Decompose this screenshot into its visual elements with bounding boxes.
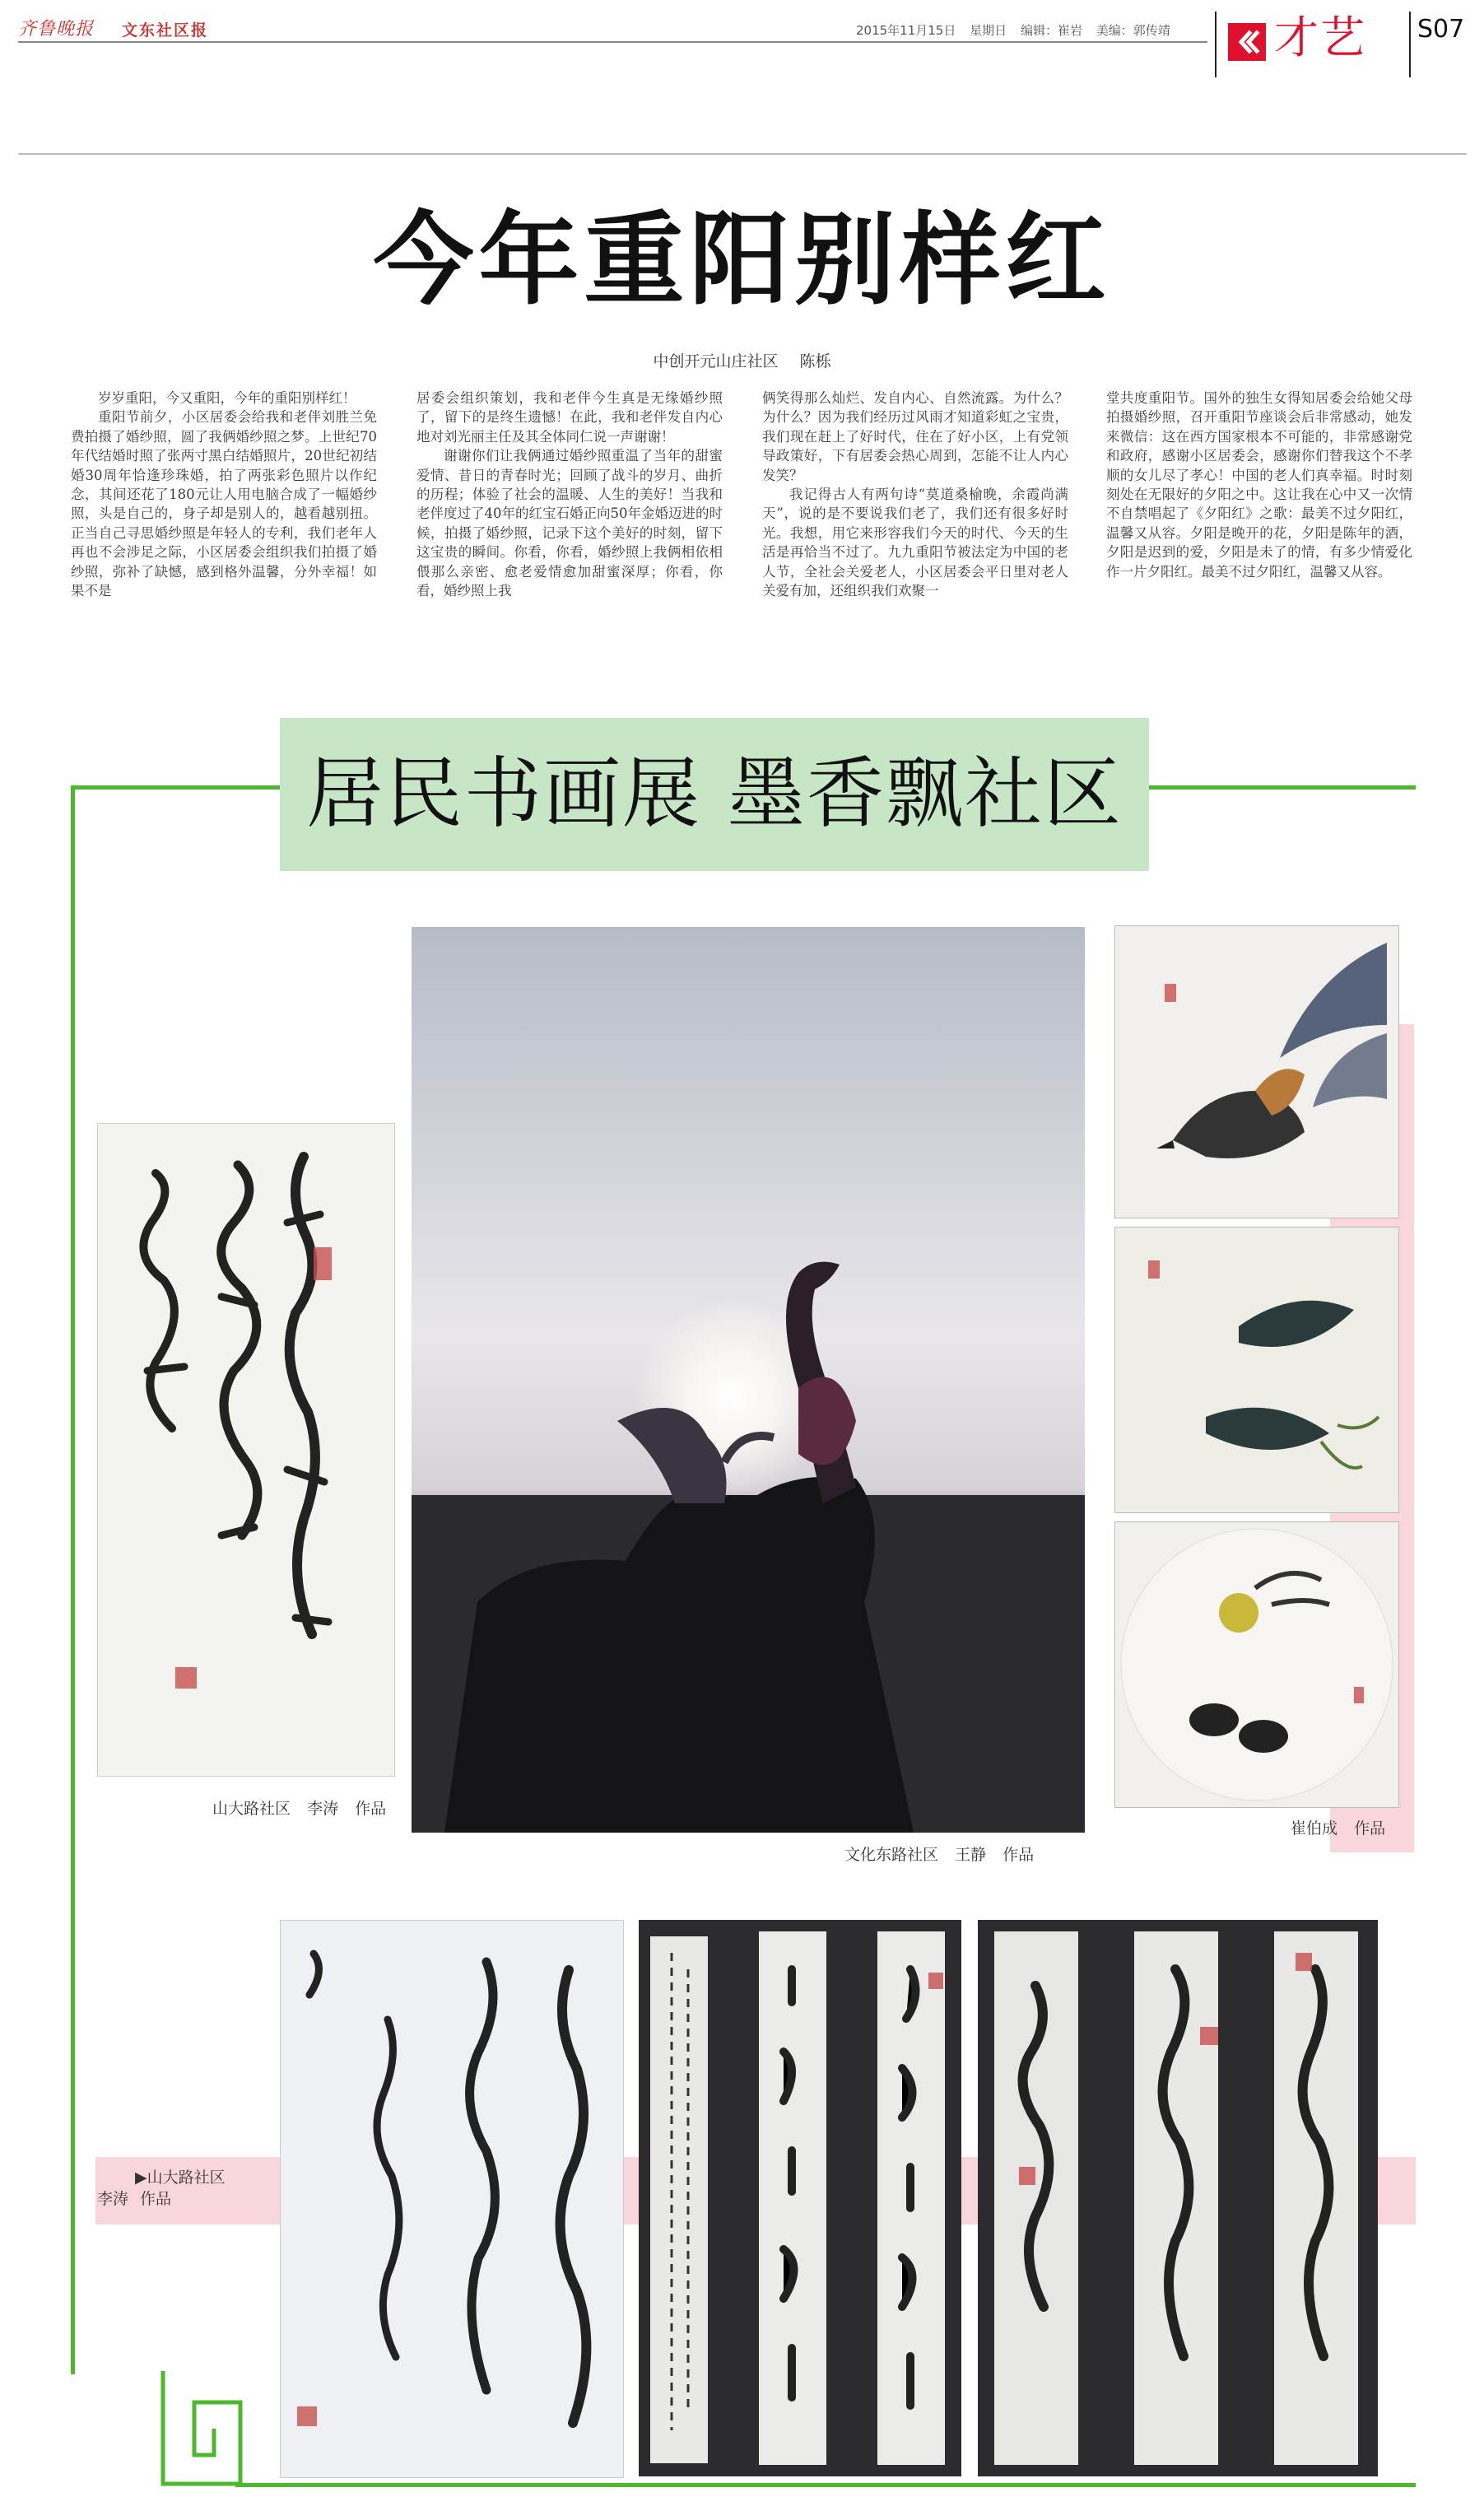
byline	[0, 349, 1484, 371]
artwork-caption	[212, 1796, 398, 1819]
paragraph: 重阳节前夕，小区居委会给我和老伴刘胜兰免费拍摄了婚纱照，圆了我俩婚纱照之梦。上世纪70年代结婚时照了张两寸黑白结婚照片，20世纪初结婚30周年恰逢珍珠婚，拍了两张彩色照片以作纪念，其间还花了180元让人用电脑合成了一幅婚纱照，头是自己的，身子却是别人的，越看越别扭。正当自己寻思婚纱照是年轻人的专利，我们老年人再也不会涉足之际，小区居委会组织我们拍摄了婚纱照，弥补了缺憾，感到格外温馨，分外幸福！如果不是	[71, 409, 377, 599]
designer-credit: 美编：郭传靖	[1096, 23, 1170, 38]
section-name: 才艺	[1274, 12, 1366, 63]
corner-ornament	[156, 2371, 247, 2490]
photo-artwork	[412, 927, 1085, 1833]
frame-line	[1149, 785, 1416, 790]
frame-line	[71, 785, 285, 790]
caption-author: 王静	[955, 1846, 987, 1864]
calligraphy-artwork	[97, 1123, 395, 1777]
byline-author: 陈栎	[799, 352, 831, 370]
editor-credit: 编辑：崔岩	[1020, 23, 1082, 38]
paragraph: 俩笑得那么灿烂、发自内心、自然流露。为什么？为什么？因为我们经历过风雨才知道彩虹之宝贵，我们现在赶上了好时代，住在了好小区，上有党领导政策好，下有居委会热心周到，怎能不让人内心发笑？	[762, 390, 1068, 483]
caption-community: 文化东路社区	[844, 1846, 939, 1864]
frame-line	[235, 2483, 1416, 2487]
feature-title: 居民书画展 墨香飘社区	[306, 749, 1123, 839]
paragraph: 居委会组织策划，我和老伴今生真是无缘婚纱照了，留下的是终生遗憾！在此，我和老伴发自内心地对刘光丽主任及其全体同仁说一声谢谢！	[416, 390, 723, 445]
issue-meta	[856, 21, 1180, 39]
masthead-name: 文东社区报	[122, 21, 209, 40]
frame-line	[71, 785, 75, 2374]
article-column-1	[71, 389, 377, 677]
byline-org: 中创开元山庄社区	[653, 352, 779, 370]
calligraphy-artwork	[280, 1920, 624, 2478]
masthead-logo: 齐鲁晚报	[18, 19, 95, 40]
painting-flower-crabs	[1114, 1521, 1399, 1808]
issue-weekday: 星期日	[970, 23, 1007, 38]
caption-label: 作品	[1354, 1819, 1386, 1838]
section-chevron-icon	[1228, 23, 1266, 61]
painting-bird	[1114, 925, 1399, 1218]
paragraph: 岁岁重阳，今又重阳，今年的重阳别样红！	[98, 390, 356, 406]
caption-label: 作品	[140, 2190, 172, 2208]
artwork-caption	[844, 1842, 1045, 1865]
headline: 今年重阳别样红	[373, 202, 1111, 319]
article-column-4	[1106, 389, 1412, 677]
section-divider	[1215, 12, 1217, 77]
page-number: S07	[1417, 15, 1465, 44]
header-rule	[18, 153, 1467, 155]
article-column-3	[762, 389, 1068, 677]
artwork-caption	[97, 2167, 270, 2210]
article-column-2	[416, 389, 723, 677]
calligraphy-artwork	[639, 1920, 961, 2476]
caption-label: 作品	[355, 1800, 387, 1818]
calligraphy-artwork	[978, 1920, 1378, 2476]
caption-author: 李涛	[97, 2190, 129, 2208]
caption-author: 李涛	[307, 1800, 339, 1818]
caption-author: 崔伯成	[1291, 1819, 1338, 1838]
caption-community: 山大路社区	[212, 1800, 291, 1818]
paragraph: 我记得古人有两句诗“莫道桑榆晚，余霞尚满天”，说的是不要说我们老了，我们还有很多好时光。我想，用它来形容我们今天的时代、今天的生活是再恰当不过了。九九重阳节被法定为中国的老人节，全社会关爱老人，小区居委会平日里对老人关爱有加，还组织我们欢聚一	[762, 487, 1068, 599]
header-rule	[18, 41, 1207, 43]
caption-community: ▶山大路社区	[135, 2169, 226, 2187]
painting-fish	[1114, 1227, 1399, 1513]
caption-label: 作品	[1003, 1846, 1035, 1864]
issue-date: 2015年11月15日	[856, 23, 956, 38]
paragraph: 堂共度重阳节。国外的独生女得知居委会给她父母拍摄婚纱照，召开重阳节座谈会后非常感动，她发来微信：这在西方国家根本不可能的，非常感谢党和政府，感谢小区居委会，感谢你们替我这个不孝顺的女儿尽了孝心！中国的老人们真幸福。时时刻刻处在无限好的夕阳之中。这让我在心中又一次情不自禁唱起了《夕阳红》之歌：最美不过夕阳红，温馨又从容。夕阳是晚开的花，夕阳是陈年的酒，夕阳是迟到的爱，夕阳是未了的情，有多少情爱化作一片夕阳红。最美不过夕阳红，温馨又从容。	[1106, 390, 1412, 580]
paragraph: 谢谢你们让我俩通过婚纱照重温了当年的甜蜜爱情、昔日的青春时光；回顾了战斗的岁月、曲折的历程；体验了社会的温暖、人生的美好！当我和老伴度过了40年的红宝石婚正向50年金婚迈进的时候，拍摄了婚纱照，记录下这个美好的时刻，留下这宝贵的瞬间。你看，你看，婚纱照上我俩相依相偎那么亲密、愈老爱情愈加甜蜜深厚；你看，你看，婚纱照上我	[416, 448, 723, 599]
artwork-caption	[1291, 1816, 1385, 1838]
section-divider	[1409, 12, 1411, 77]
